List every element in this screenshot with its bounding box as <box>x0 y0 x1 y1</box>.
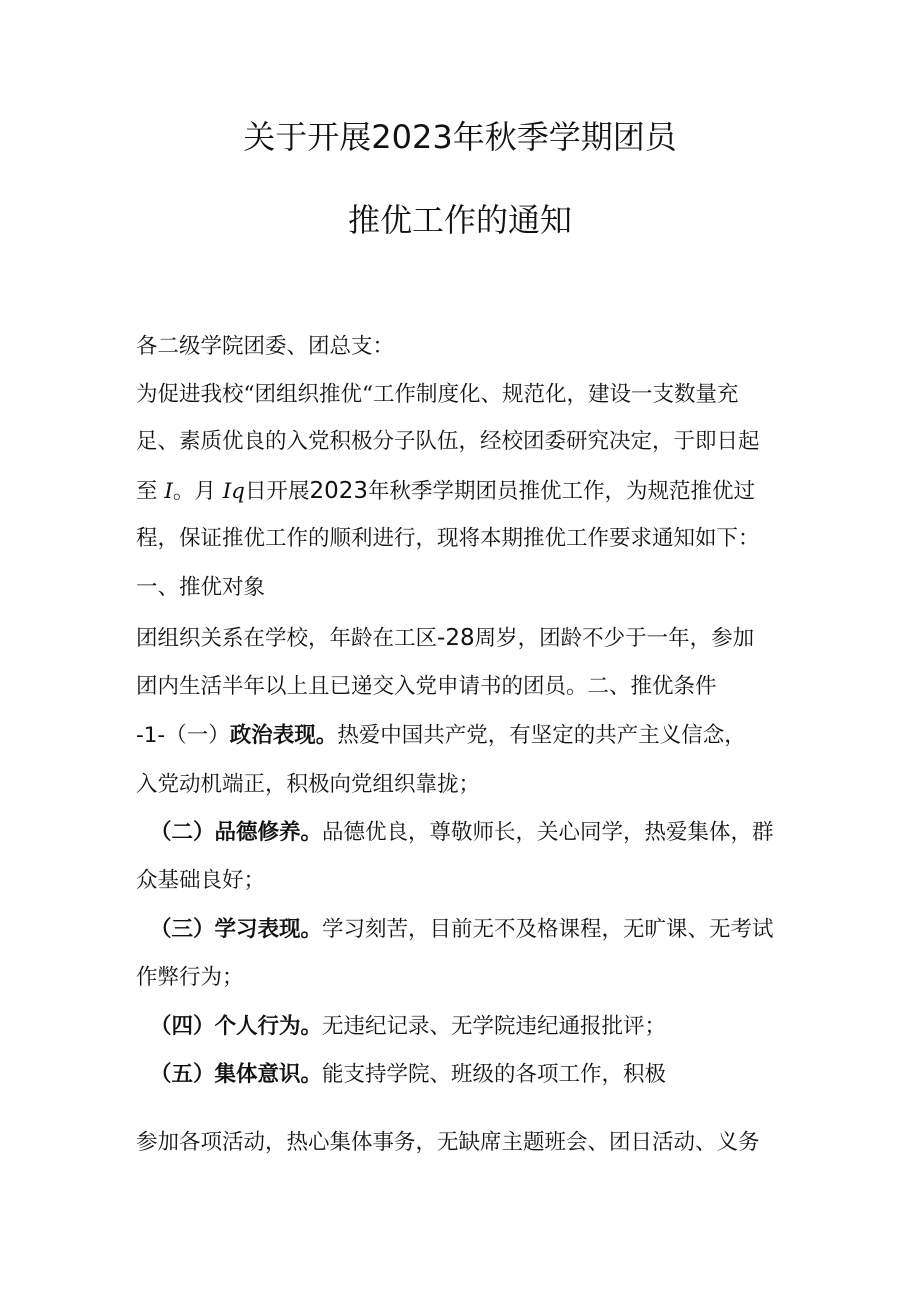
intro-text: 年秋季学期团员推优工作，为规范推优过 <box>368 479 756 504</box>
year-number: 2023 <box>309 478 369 504</box>
condition-3-line-1 <box>150 915 774 945</box>
intro-text: 至 <box>136 479 165 504</box>
condition-1-text: 热爱中国共产党，有坚定的共产主义信念， <box>337 723 746 748</box>
final-line: 参加各项活动，热心集体事务，无缺席主题班会、团日活动、义务 <box>136 1130 760 1155</box>
document-title-line-2: 推优工作的通知 <box>347 201 572 239</box>
page-number-prefix: -1-（一） <box>136 723 230 748</box>
condition-1-label: 政治表现。 <box>229 723 338 748</box>
condition-5-label: （五）集体意识。 <box>150 1062 323 1087</box>
condition-3-text: 学习刻苦，目前无不及格课程，无旷课、无考试 <box>322 917 774 942</box>
condition-4-label: （四）个人行为。 <box>150 1014 323 1039</box>
salutation: 各二级学院团委、团总支： <box>136 334 395 359</box>
month-handwritten: I <box>164 479 173 504</box>
condition-3-line-2: 作弊行为； <box>136 965 244 990</box>
intro-text: 。月 <box>172 479 223 504</box>
condition-2-line-1 <box>150 818 774 848</box>
day-handwritten: Iq <box>222 479 245 504</box>
condition-2-label: （二）品德修养。 <box>150 820 323 845</box>
section-1-text: 周岁，团龄不少于一年，参加 <box>474 626 755 651</box>
condition-2-line-2: 众基础良好； <box>136 868 266 893</box>
condition-4-line-1 <box>150 1012 666 1042</box>
intro-line-1: 为促进我校“团组织推优“工作制度化、规范化，建设一支数量充 <box>136 382 739 407</box>
condition-2-text: 品德优良，尊敬师长，关心同学，热爱集体，群 <box>322 820 774 845</box>
intro-line-4: 程，保证推优工作的顺利进行，现将本期推优工作要求通知如下： <box>136 526 760 551</box>
section-1-line-1 <box>136 623 754 654</box>
intro-line-3 <box>136 476 755 507</box>
section-1-heading: 一、推优对象 <box>136 575 266 600</box>
section-1-text: 团组织关系在学校，年龄在工区 <box>136 626 438 651</box>
condition-1-line-2: 入党动机端正，积极向党组织靠拢； <box>136 772 481 797</box>
document-title-line-1: 关于开展2023年秋季学期团员 <box>243 118 677 156</box>
condition-5-text: 能支持学院、班级的各项工作，积极 <box>322 1062 667 1087</box>
condition-4-text: 无违纪记录、无学院违纪通报批评； <box>322 1014 667 1039</box>
condition-3-label: （三）学习表现。 <box>150 917 323 942</box>
intro-text: 日开展 <box>244 479 310 504</box>
intro-line-2: 足、素质优良的入党积极分子队伍，经校团委研究决定，于即日起 <box>136 429 760 454</box>
section-1-line-2: 团内生活半年以上且已递交入党申请书的团员。二、推优条件 <box>136 674 717 699</box>
condition-5-line-1 <box>150 1060 666 1090</box>
condition-1-line-1 <box>136 721 746 751</box>
age-number: -28 <box>437 625 475 651</box>
